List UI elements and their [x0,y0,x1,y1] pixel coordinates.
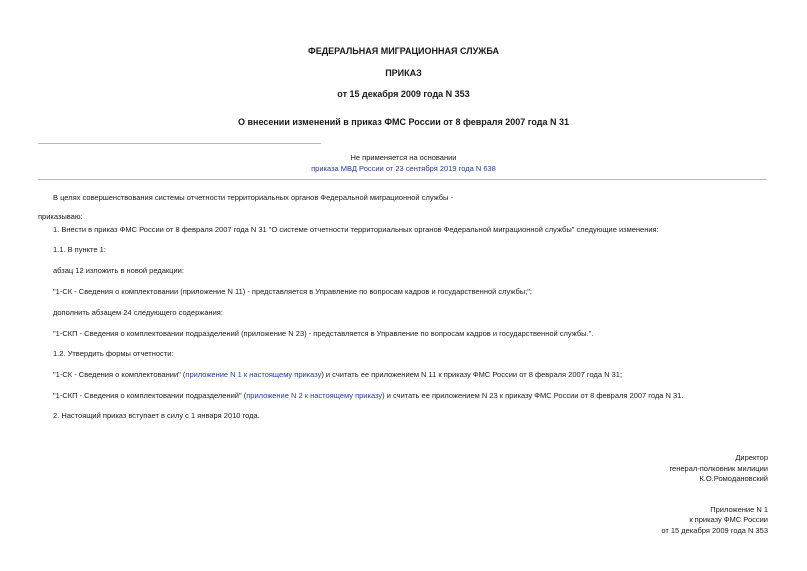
notice-text: Не применяется на основании [350,153,457,162]
paragraph-form2 [53,391,683,400]
signature-position: Директор [735,453,768,462]
appendix-line-2: к приказу ФМС России [689,515,768,524]
paragraph-1ckp: "1-СКП - Сведения о комплектовании подразделений (приложение N 23) - представляется в Управление по вопросам кадров и государственной службы.". [53,329,594,338]
appendix-2-link[interactable]: приложение N 2 к настоящему приказу [246,391,383,400]
doc-type: ПРИКАЗ [385,68,422,78]
notice-line2 [0,164,807,173]
agency-title: ФЕДЕРАЛЬНАЯ МИГРАЦИОННАЯ СЛУЖБА [308,46,499,56]
doc-title: О внесении изменений в приказ ФМС России от 8 февраля 2007 года N 31 [238,117,569,127]
form2-suffix: ) и считать ее приложением N 23 к приказу ФМС России от 8 февраля 2007 года N 31. [382,391,684,400]
signature-rank: генерал-полковник милиции [669,464,768,473]
paragraph-1-1: 1.1. В пункте 1: [53,245,106,254]
paragraph-2: 2. Настоящий приказ вступает в силу с 1 января 2010 года. [53,411,260,420]
intro-paragraph: В целях совершенствования системы отчетности территориальных органов Федеральной миграционной службы - [53,193,454,202]
paragraph-form1 [53,370,622,379]
appendix-line-3: от 15 декабря 2009 года N 353 [661,526,768,535]
order-word: приказываю: [38,212,83,221]
form1-suffix: ) и считать ее приложением N 11 к приказу ФМС России от 8 февраля 2007 года N 31; [321,370,623,379]
paragraph-add24: дополнить абзацем 24 следующего содержания: [53,308,223,317]
appendix-line-1: Приложение N 1 [710,505,768,514]
divider-short [38,143,321,144]
notice-link[interactable]: приказа МВД России от 23 сентября 2019 года N 638 [311,164,496,173]
divider-long [38,179,767,180]
doc-date-number: от 15 декабря 2009 года N 353 [337,89,470,99]
form2-prefix: "1-СКП - Сведения о комплектовании подразделений" ( [53,391,247,400]
paragraph-1-2: 1.2. Утвердить формы отчетности: [53,349,174,358]
appendix-1-link[interactable]: приложение N 1 к настоящему приказу [185,370,322,379]
paragraph-abz12: абзац 12 изложить в новой редакции: [53,266,184,275]
form1-prefix: "1-СК - Сведения о комплектовании" ( [53,370,186,379]
paragraph-1ck: "1-СК - Сведения о комплектовании (приложение N 11) - представляется в Управление по вопросам кадров и государственной службы;"; [53,287,532,296]
signature-name: К.О.Ромодановский [699,474,768,483]
paragraph-1: 1. Внести в приказ ФМС России от 8 февраля 2007 года N 31 "О системе отчетности территориальных органов Федеральной миграционной службы" следующие изменения: [53,225,659,234]
